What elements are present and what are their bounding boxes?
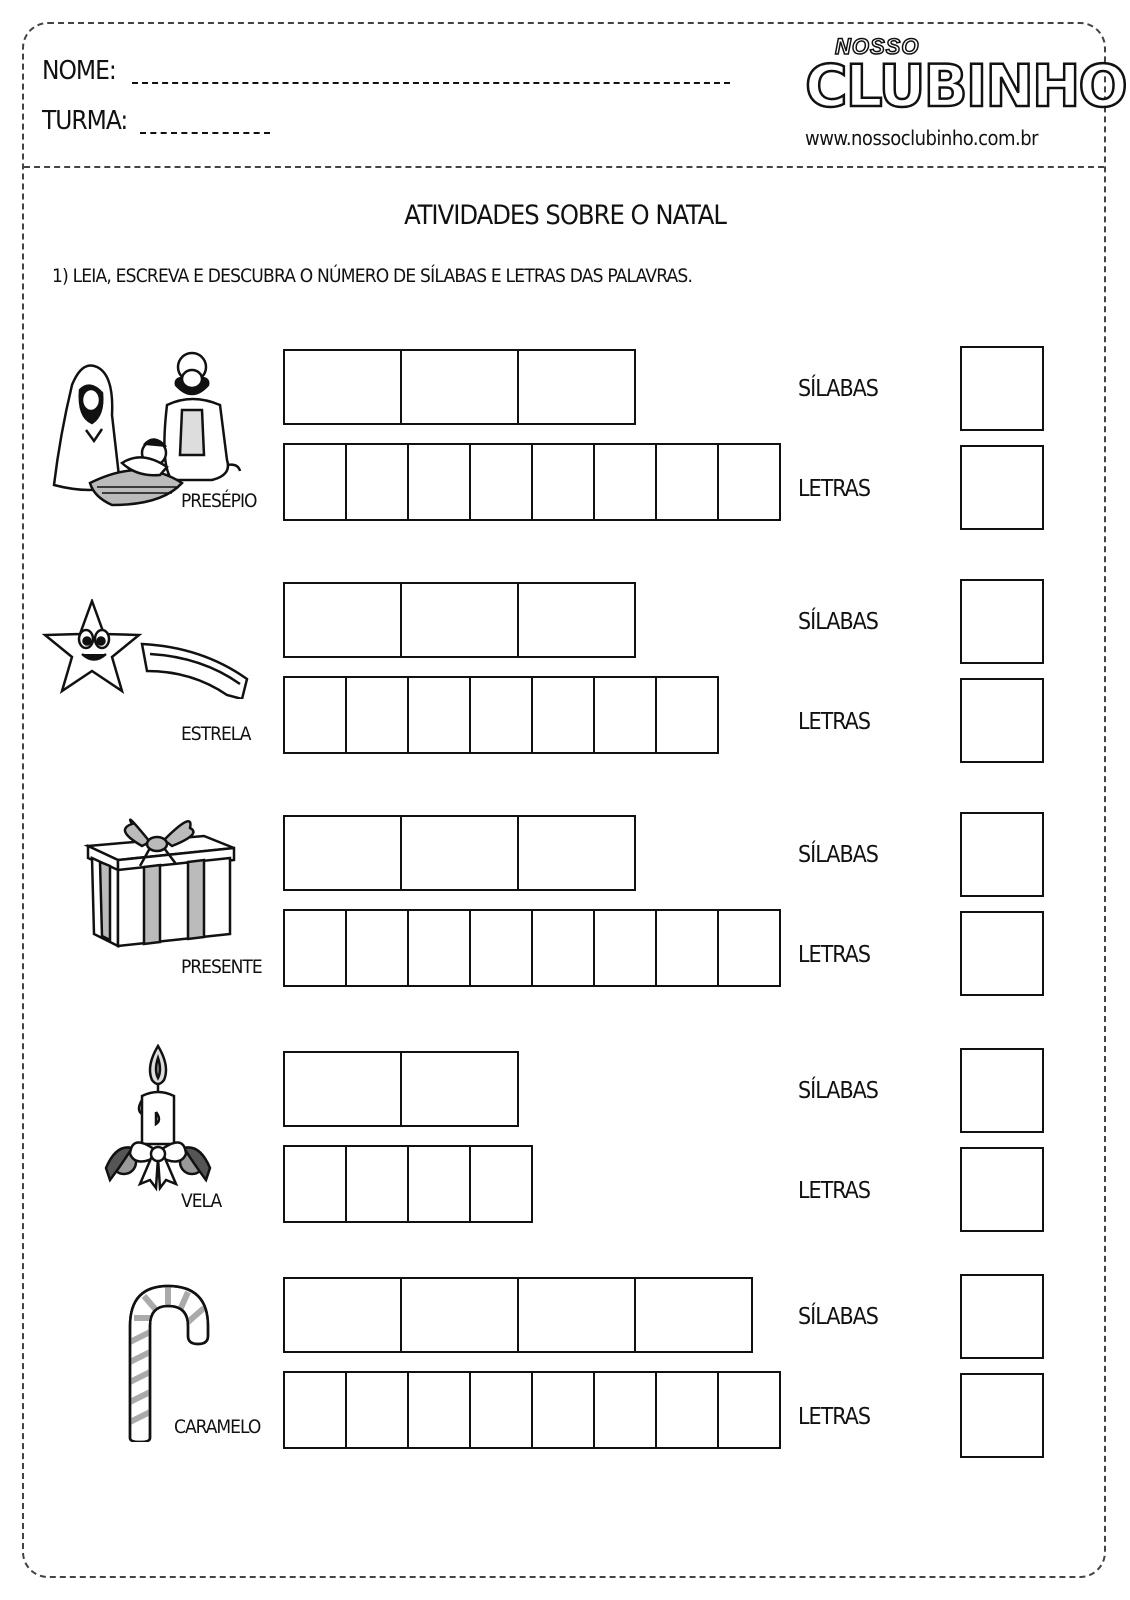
- letter-box[interactable]: [717, 909, 781, 987]
- syllables-label: SÍLABAS: [798, 376, 878, 402]
- syllable-box[interactable]: [400, 582, 519, 658]
- word-label: PRESÉPIO: [181, 490, 257, 512]
- page-title: ATIVIDADES SOBRE O NATAL: [404, 200, 726, 231]
- letters-label: LETRAS: [798, 709, 870, 735]
- letter-count-box[interactable]: [960, 1147, 1044, 1232]
- letter-box[interactable]: [407, 676, 471, 754]
- syllables-label: SÍLABAS: [798, 1304, 878, 1330]
- letter-box[interactable]: [407, 1371, 471, 1449]
- syllable-box[interactable]: [400, 349, 519, 425]
- syllable-count-box[interactable]: [960, 579, 1044, 664]
- syllable-box[interactable]: [517, 1277, 636, 1353]
- letter-box[interactable]: [283, 1145, 347, 1223]
- letter-box[interactable]: [469, 909, 533, 987]
- syllable-box[interactable]: [283, 815, 402, 891]
- syllable-box[interactable]: [634, 1277, 753, 1353]
- syllables-label: SÍLABAS: [798, 1078, 878, 1104]
- letter-count-box[interactable]: [960, 678, 1044, 763]
- syllable-box[interactable]: [517, 349, 636, 425]
- syllable-boxes: [283, 349, 636, 425]
- letter-box[interactable]: [469, 443, 533, 521]
- letter-count-box[interactable]: [960, 1373, 1044, 1458]
- letter-box[interactable]: [593, 909, 657, 987]
- logo-url: www.nossoclubinho.com.br: [805, 126, 1039, 150]
- instruction: 1) LEIA, ESCREVA E DESCUBRA O NÚMERO DE SÍLABAS E LETRAS DAS PALAVRAS.: [52, 265, 693, 287]
- letters-label: LETRAS: [798, 476, 870, 502]
- letter-box[interactable]: [655, 1371, 719, 1449]
- exercise-row: [0, 806, 1130, 1046]
- letter-box[interactable]: [469, 1145, 533, 1223]
- exercise-row: [0, 340, 1130, 580]
- syllable-boxes: [283, 1051, 519, 1127]
- letter-box[interactable]: [283, 1371, 347, 1449]
- letter-box[interactable]: [407, 909, 471, 987]
- name-label: NOME:: [42, 56, 116, 86]
- letter-box[interactable]: [593, 443, 657, 521]
- gift-box-icon: [84, 806, 239, 948]
- letter-box[interactable]: [655, 909, 719, 987]
- letter-box[interactable]: [655, 443, 719, 521]
- letter-box[interactable]: [531, 909, 595, 987]
- letters-label: LETRAS: [798, 942, 870, 968]
- letter-count-box[interactable]: [960, 911, 1044, 996]
- syllable-count-box[interactable]: [960, 1274, 1044, 1359]
- syllable-count-box[interactable]: [960, 346, 1044, 431]
- logo-main-text: CLUBINHO: [805, 52, 1126, 120]
- syllable-box[interactable]: [400, 815, 519, 891]
- word-label: VELA: [181, 1190, 222, 1212]
- class-label: TURMA:: [42, 106, 128, 136]
- letter-box[interactable]: [345, 909, 409, 987]
- syllable-count-box[interactable]: [960, 1048, 1044, 1133]
- letter-box[interactable]: [407, 1145, 471, 1223]
- christmas-candle-icon: [102, 1044, 214, 1194]
- name-field[interactable]: [132, 82, 730, 84]
- syllable-box[interactable]: [400, 1277, 519, 1353]
- letter-boxes: [283, 1371, 781, 1449]
- letter-box[interactable]: [717, 1371, 781, 1449]
- syllables-label: SÍLABAS: [798, 609, 878, 635]
- letter-count-box[interactable]: [960, 445, 1044, 530]
- letter-box[interactable]: [345, 1371, 409, 1449]
- syllable-boxes: [283, 582, 636, 658]
- letters-label: LETRAS: [798, 1404, 870, 1430]
- letter-box[interactable]: [655, 676, 719, 754]
- syllable-box[interactable]: [517, 815, 636, 891]
- letters-label: LETRAS: [798, 1178, 870, 1204]
- syllables-label: SÍLABAS: [798, 842, 878, 868]
- shooting-star-icon: [42, 599, 257, 699]
- syllable-box[interactable]: [283, 1051, 402, 1127]
- letter-box[interactable]: [345, 676, 409, 754]
- letter-box[interactable]: [345, 1145, 409, 1223]
- letter-box[interactable]: [531, 443, 595, 521]
- logo-top-text: NOSSO: [835, 34, 920, 59]
- word-label: PRESENTE: [181, 956, 262, 978]
- letter-box[interactable]: [531, 676, 595, 754]
- exercise-row: [0, 1042, 1130, 1282]
- letter-box[interactable]: [469, 1371, 533, 1449]
- letter-box[interactable]: [283, 676, 347, 754]
- class-field[interactable]: [140, 132, 270, 134]
- letter-box[interactable]: [593, 676, 657, 754]
- syllable-box[interactable]: [400, 1051, 519, 1127]
- syllable-box[interactable]: [283, 1277, 402, 1353]
- letter-box[interactable]: [469, 676, 533, 754]
- logo: [805, 34, 1126, 154]
- letter-boxes: [283, 443, 781, 521]
- word-label: ESTRELA: [181, 723, 251, 745]
- header-divider: [24, 166, 1104, 168]
- word-label: CARAMELO: [174, 1416, 261, 1438]
- exercise-row: [0, 1268, 1130, 1508]
- syllable-box[interactable]: [283, 582, 402, 658]
- letter-boxes: [283, 909, 781, 987]
- syllable-box[interactable]: [517, 582, 636, 658]
- exercise-row: [0, 573, 1130, 813]
- letter-box[interactable]: [531, 1371, 595, 1449]
- letter-box[interactable]: [717, 443, 781, 521]
- letter-box[interactable]: [283, 443, 347, 521]
- syllable-boxes: [283, 1277, 753, 1353]
- letter-box[interactable]: [345, 443, 409, 521]
- syllable-boxes: [283, 815, 636, 891]
- letter-boxes: [283, 1145, 533, 1223]
- letter-boxes: [283, 676, 719, 754]
- letter-box[interactable]: [283, 909, 347, 987]
- letter-box[interactable]: [407, 443, 471, 521]
- syllable-count-box[interactable]: [960, 812, 1044, 897]
- syllable-box[interactable]: [283, 349, 402, 425]
- letter-box[interactable]: [593, 1371, 657, 1449]
